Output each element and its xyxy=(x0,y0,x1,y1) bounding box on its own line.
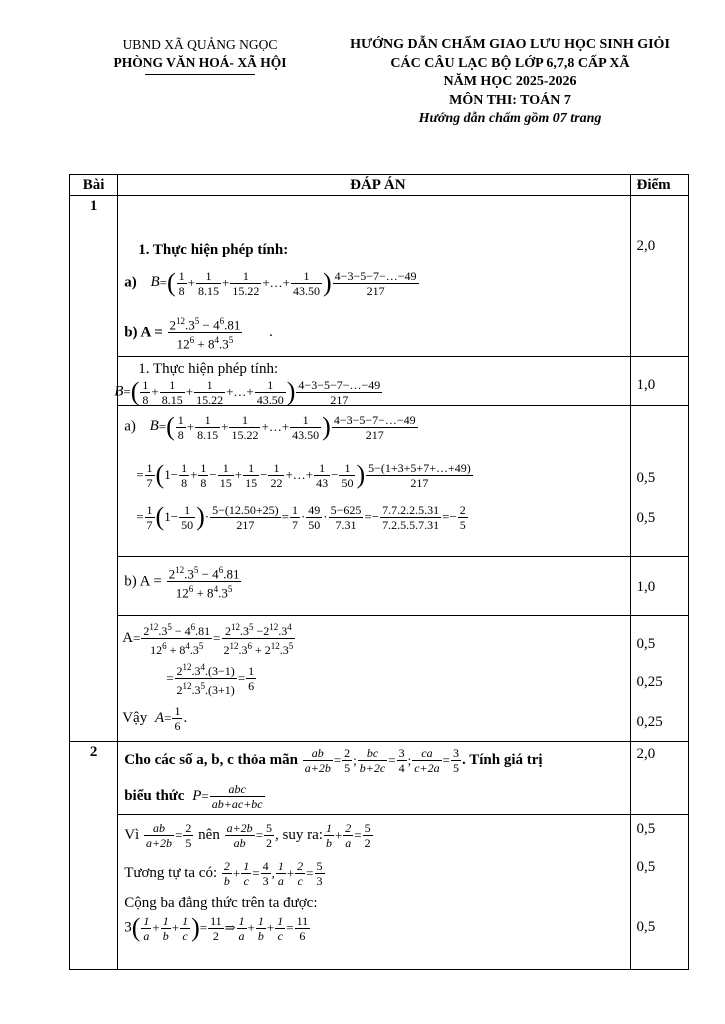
score-value: 0,25 xyxy=(636,674,663,690)
similarly-label: Tương tự ta có: xyxy=(124,864,218,881)
problem-1b-expression: b) A = $\frac{2^{12}.3^5 - 4^6.81}{12^6 + 8^4.3^5}$ . xyxy=(124,316,273,352)
problem-1a-expression: a) B=( $\frac{1}{8}$ + $\frac{1}{8.15}$ + $\frac{1}{15.22}$ +…+ $\frac{1}{43.50}$ ) $\frac{4-3-5-7-\dots-49}{217}$ xyxy=(124,268,417,298)
score-value: 0,25 xyxy=(636,714,663,730)
score-1b xyxy=(630,557,688,616)
solution-2 xyxy=(118,815,630,970)
department-name: PHÒNG VĂN HOÁ- XÃ HỘI xyxy=(113,55,287,70)
problem-2-line1: Cho các số a, b, c thỏa mãn $\frac{ab}{a+2b}$ = $\frac{2}{5}$ ; $\frac{bc}{b+2c}$ = $\frac{3}{4}$ ; $\frac{ca}{c+2a}$ = $\frac{3}{5}$ . Tính giá trị xyxy=(124,746,543,775)
problem-2-ask: . Tính giá trị xyxy=(461,751,543,768)
score-value: 2,0 xyxy=(636,746,656,762)
solution-2-line1: Vì $\frac{ab}{a+2b}$ = $\frac{2}{5}$ nên $\frac{a+2b}{ab}$ = $\frac{5}{2}$ , suy ra: $\frac{1}{b}$ + $\frac{2}{a}$ = $\frac{5}{2}$ xyxy=(124,821,371,850)
because-label: Vì xyxy=(124,826,140,843)
part-b-label: b) A = xyxy=(124,324,163,341)
score-value: 0,5 xyxy=(636,510,656,526)
solution-2-line2: Tương tự ta có: $\frac{2}{b}$ + $\frac{1}{c}$ = $\frac{4}{3}$ , $\frac{1}{a}$ + $\frac{2}{c}$ = $\frac{5}{3}$ xyxy=(124,859,323,888)
therefore-label: nên xyxy=(198,826,220,843)
score-value: 1,0 xyxy=(636,579,656,595)
table-row xyxy=(70,557,689,616)
problem-1b-restate xyxy=(118,557,630,616)
score-value: 2,0 xyxy=(636,238,656,254)
col-header-diem: Điểm xyxy=(630,175,688,196)
subject: MÔN THI: TOÁN 7 xyxy=(449,92,571,108)
header-right xyxy=(330,36,690,129)
bai-number-2: 2 xyxy=(70,742,118,970)
score-1-restate xyxy=(630,357,688,406)
problem-1-statement xyxy=(118,196,630,357)
answer-table xyxy=(69,174,689,970)
bai-number-1: 1 xyxy=(70,196,118,742)
score-value: 0,5 xyxy=(636,919,656,935)
conclusion-label: Vậy xyxy=(122,709,148,726)
solution-1b-line2: = $\frac{2^{12}.3^4.(3-1)}{2^{12}.3^5.(3+1)}$ = $\frac{1}{6}$ xyxy=(166,662,255,697)
problem-2-statement xyxy=(118,742,630,815)
problem-1-title: 1. Thực hiện phép tính: xyxy=(138,242,289,258)
score-2-total xyxy=(630,742,688,815)
score-value: 0,5 xyxy=(636,859,656,875)
table-row xyxy=(70,406,689,557)
score-1b-steps xyxy=(630,616,688,742)
page-count-note: Hướng dẫn chấm gồm 07 trang xyxy=(418,111,602,126)
solution-2-line3: Cộng ba đẳng thức trên ta được: xyxy=(124,895,318,911)
part-a-label: a) xyxy=(124,274,137,291)
agency-name: UBND XÃ QUẢNG NGỌC xyxy=(122,37,278,52)
score-value: 0,5 xyxy=(636,636,656,652)
problem-1-restate xyxy=(114,357,630,407)
solution-1a-line3: = $\frac{1}{7}$ (1− $\frac{1}{50}$ )· $\frac{5-(12.50+25)}{217}$ = $\frac{1}{7}$ · $\frac{49}{50}$ · $\frac{5-625}{7.31}$ =− $\frac{7.7.2.2.5.31}{7.2.5.5.7.31}$ =− $\frac{2}{5}$ xyxy=(136,502,466,532)
problem-2-line2: biểu thức P= abc ab+ac+bc xyxy=(124,782,263,811)
problem-1-title-plain: 1. Thực hiện phép tính: xyxy=(138,361,279,377)
school-year: NĂM HỌC 2025-2026 xyxy=(443,74,577,89)
solution-2-line4: 3( $\frac{1}{a}$ + $\frac{1}{b}$ + $\frac{1}{c}$ )= $\frac{11}{2}$ ⇒ $\frac{1}{a}$ + $\frac{1}{b}$ + $\frac{1}{c}$ = $\frac{11}{6}$ xyxy=(124,913,309,943)
doc-title-line1: HƯỚNG DẪN CHẤM GIAO LƯU HỌC SINH GIỎI xyxy=(350,37,670,52)
solution-1b-line1: A= $\frac{2^{12}.3^5 - 4^6.81}{12^6 + 8^4.3^5}$ = $\frac{2^{12}.3^5 -2^{12}.3^4}{2^{12}.3^6 + 2^{12}.3^5}$ xyxy=(122,622,294,657)
table-header-row xyxy=(70,175,689,196)
problem-1a-restate-expression: B=( $\frac{1}{8}$ + $\frac{1}{8.15}$ + $\frac{1}{15.22}$ +…+ $\frac{1}{43.50}$ ) $\frac{4-3-5-7-\dots-49}{217}$ xyxy=(114,377,381,407)
table-row xyxy=(70,616,689,742)
score-1a xyxy=(630,406,688,557)
solution-1a-line2: = $\frac{1}{7}$ (1− $\frac{1}{8}$ + $\frac{1}{8}$ − $\frac{1}{15}$ + $\frac{1}{15}$ − $\frac{1}{22}$ +…+ $\frac{1}{43}$ − $\frac{1}{50}$ ) $\frac{5-(1+3+5+7+\dots+49)}{217}$ xyxy=(136,460,471,490)
table-row xyxy=(70,196,689,357)
table-row xyxy=(70,742,689,815)
col-header-dapan: ĐÁP ÁN xyxy=(118,175,630,196)
score-1-total xyxy=(630,196,688,357)
score-value: 0,5 xyxy=(636,470,656,486)
header-left xyxy=(100,36,300,75)
solution-1a xyxy=(118,406,630,557)
problem-2-intro: Cho các số a, b, c thỏa mãn xyxy=(124,751,298,768)
solution-1b xyxy=(118,616,630,742)
header-underline xyxy=(145,74,255,75)
score-value: 0,5 xyxy=(636,821,656,837)
score-2-steps xyxy=(630,815,688,970)
part-a-label: a) xyxy=(124,418,136,435)
problem-2-expression-label: biểu thức xyxy=(124,787,185,804)
table-row xyxy=(70,815,689,970)
implies-label: , suy ra: xyxy=(275,826,323,843)
table-row xyxy=(70,357,689,406)
part-b-label: b) A = xyxy=(124,573,162,590)
solution-1a-line1: a) B=( $\frac{1}{8}$ + $\frac{1}{8.15}$ + $\frac{1}{15.22}$ +…+ $\frac{1}{43.50}$ ) $\frac{4-3-5-7-\dots-49}{217}$ xyxy=(124,412,416,442)
doc-title-line2: CÁC CÂU LẠC BỘ LỚP 6,7,8 CẤP XÃ xyxy=(390,55,630,71)
col-header-bai: Bài xyxy=(70,175,118,196)
problem-1b-restate-expression: b) A = $\frac{2^{12}.3^5 - 4^6.81}{12^6 + 8^4.3^5}$ xyxy=(124,565,240,601)
score-value: 1,0 xyxy=(636,377,656,393)
solution-1b-conclusion: Vậy A= $\frac{1}{6}$ . xyxy=(122,704,188,733)
